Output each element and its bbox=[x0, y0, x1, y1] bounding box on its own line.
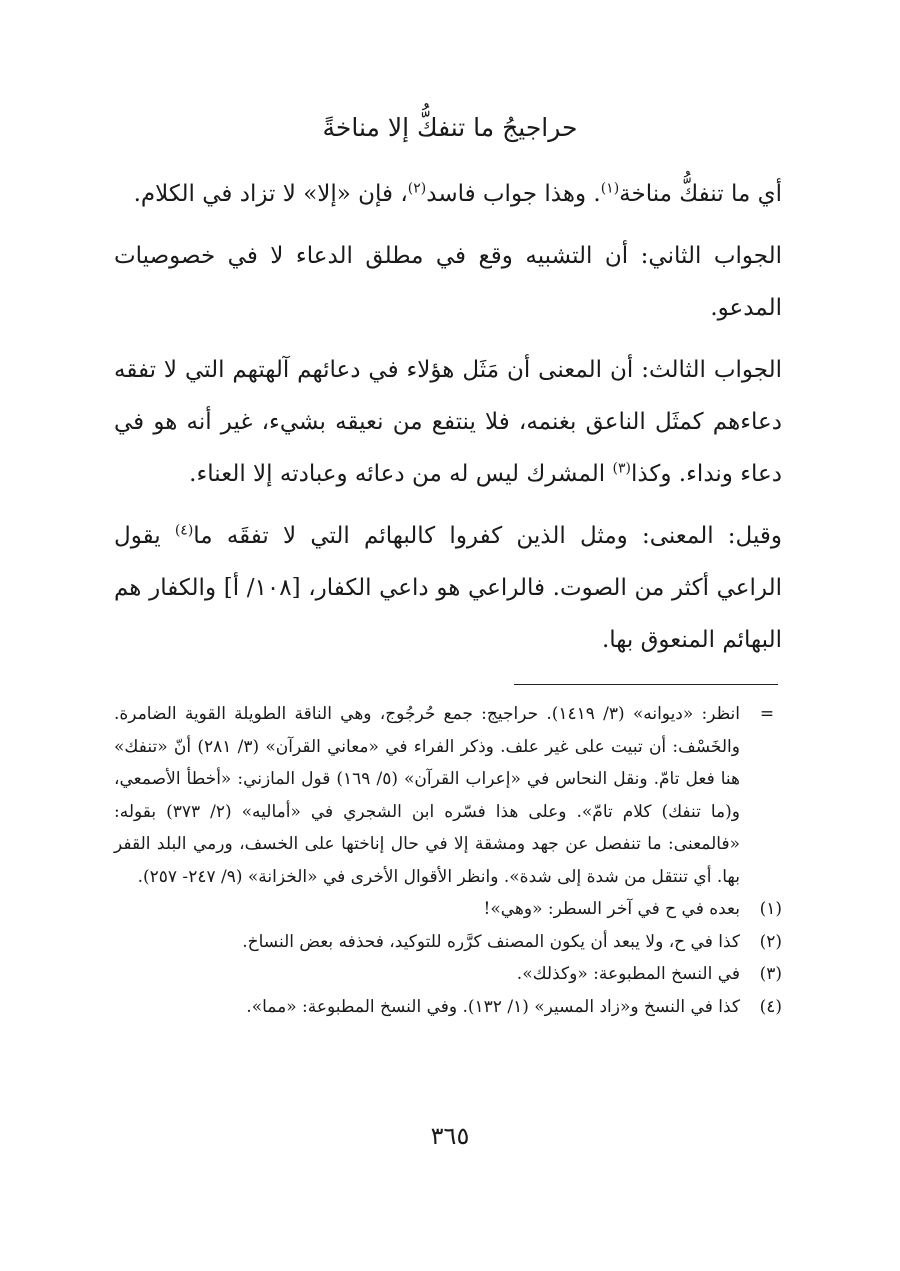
paragraph-2: الجواب الثاني: أن التشبيه وقع في مطلق الدعاء لا في خصوصيات المدعو. bbox=[114, 243, 782, 321]
continuation-text: انظر: «ديوانه» (٣/ ١٤١٩). حراجيج: جمع حُرجُوج، وهي الناقة الطويلة القوية الضامرة. والخَسْف: أن تبيت على غير علف. وذكر الفراء في «معاني القرآن» (٣/ ٢٨١) أنّ «تنفك» هنا فعل تامّ. ونقل النحاس في «إعراب القرآن» (٥/ ١٦٩) قول المازني: «أخطأ الأصمعي، و(ما تنفك) كلام تامّ». وعلى هذا فسّره ابن الشجري في «أماليه» (٢/ ٣٧٣) بقوله: «فالمعنى: ما تنفصل عن جهد ومشقة إلا في حال إناختها على الخسف، ورمي البلد القفر بها. أي تنتقل من شدة إلى شدة». وانظر الأقوال الأخرى في «الخزانة» (٩/ ٢٤٧- ٢٥٧). bbox=[114, 704, 740, 887]
paragraph-4 bbox=[114, 510, 782, 666]
paragraph-4-part-a: وقيل: المعنى: ومثل الذين كفروا كالبهائم التي لا تفقَه ما bbox=[193, 523, 782, 549]
footnote-separator bbox=[514, 684, 778, 685]
main-text bbox=[114, 168, 782, 676]
footnote-ref-1[interactable]: (١) bbox=[600, 180, 620, 197]
paragraph-1-part-c: ، فإن «إلا» لا تزاد في الكلام. bbox=[133, 181, 408, 207]
footnote-text: كذا في ح، ولا يبعد أن يكون المصنف كرَّره للتوكيد، فحذفه بعض النساخ. bbox=[242, 931, 740, 952]
paragraph-1-part-b: . وهذا جواب فاسد bbox=[426, 181, 601, 207]
footnote-ref-4[interactable]: (٤) bbox=[174, 522, 194, 539]
paragraph-1-part-a: أي ما تنفكُّ مناخة bbox=[619, 181, 782, 207]
footnote-1 bbox=[114, 893, 782, 926]
footnote-ref-2[interactable]: (٢) bbox=[407, 180, 427, 197]
page-number: ٣٦٥ bbox=[430, 1122, 470, 1150]
footnote-ref-3[interactable]: (٣) bbox=[612, 460, 631, 477]
footnote-number: (١) bbox=[759, 899, 782, 919]
footnote-text: في النسخ المطبوعة: «وكذلك». bbox=[516, 964, 740, 984]
paragraph-3 bbox=[114, 344, 782, 500]
poetry-verse: حراجيجُ ما تنفكُّ إلا مناخةً bbox=[322, 113, 578, 142]
footnote-text: بعده في ح في آخر السطر: «وهي»! bbox=[483, 899, 740, 919]
continuation-mark: = bbox=[759, 704, 775, 724]
footnote-4 bbox=[114, 991, 782, 1024]
footnote-2 bbox=[114, 926, 782, 959]
footnote-continuation bbox=[114, 698, 782, 893]
paragraph-3-part-b: المشرك ليس له من دعائه وعبادته إلا العناء. bbox=[189, 461, 613, 487]
paragraph-1 bbox=[114, 168, 782, 220]
footnote-text: كذا في النسخ و«زاد المسير» (١/ ١٣٢). وفي النسخ المطبوعة: «مما». bbox=[246, 996, 740, 1017]
footnote-number: (٣) bbox=[759, 964, 782, 984]
footnote-3 bbox=[114, 958, 782, 991]
footnotes bbox=[114, 698, 782, 1023]
footnote-number: (٢) bbox=[759, 931, 782, 952]
footnote-number: (٤) bbox=[759, 996, 782, 1017]
paragraph-3-part-a: الجواب الثالث: أن المعنى أن مَثَل هؤلاء في دعائهم آلهتهم التي لا تفقه دعاءهم كمثَل الناعق بغنمه، فلا ينتفع من نعيقه بشيء، غير أنه هو في دعاء ونداء. وكذا bbox=[114, 357, 782, 487]
paragraph-4-part-b: يقول الراعي أكثر من الصوت. فالراعي هو داعي الكفار، [١٠٨/ أ] والكفار هم البهائم المنعوق بها. bbox=[114, 523, 782, 653]
